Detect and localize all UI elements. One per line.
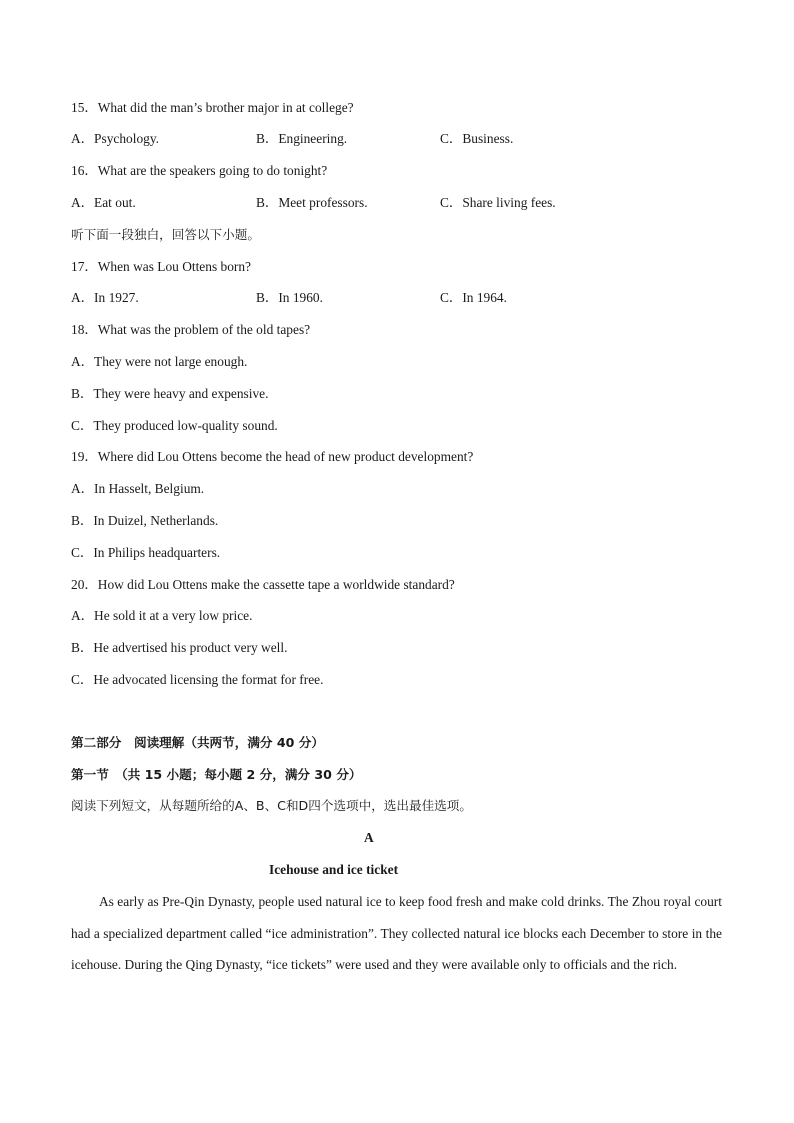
- question-20-option-a: A．He sold it at a very low price.: [71, 608, 253, 623]
- question-16-option-c: C．Share living fees.: [440, 195, 556, 210]
- question-15-stem: 15．What did the man’s brother major in at college?: [71, 100, 354, 115]
- section-one-heading: 第一节 （共 15 小题；每小题 2 分，满分 30 分）: [71, 767, 362, 782]
- question-19-stem: 19．Where did Lou Ottens become the head of new product development?: [71, 449, 474, 464]
- question-19-option-c: C．In Philips headquarters.: [71, 545, 221, 560]
- question-20-stem: 20．How did Lou Ottens make the cassette tape a worldwide standard?: [71, 577, 455, 592]
- question-20-option-b: B．He advertised his product very well.: [71, 640, 288, 655]
- question-18-stem: 18．What was the problem of the old tapes?: [71, 322, 311, 337]
- question-16-stem: 16．What are the speakers going to do tonight?: [71, 163, 328, 178]
- question-15-option-b: B．Engineering.: [256, 131, 348, 146]
- question-18-option-c: C．They produced low-quality sound.: [71, 418, 278, 433]
- question-15-option-a: A．Psychology.: [71, 131, 160, 146]
- question-17-stem: 17．When was Lou Ottens born?: [71, 259, 251, 274]
- question-17-option-b: B．In 1960.: [256, 290, 323, 305]
- question-20-option-c: C．He advocated licensing the format for free.: [71, 672, 324, 687]
- question-17-option-a: A．In 1927.: [71, 290, 139, 305]
- reading-instruction: 阅读下列短文，从每题所给的A、B、C和D四个选项中，选出最佳选项。: [71, 798, 472, 813]
- question-16-option-b: B．Meet professors.: [256, 195, 368, 210]
- monologue-instruction: 听下面一段独白，回答以下小题。: [71, 227, 260, 242]
- question-15-option-c: C．Business.: [440, 131, 514, 146]
- question-16-option-a: A．Eat out.: [71, 195, 136, 210]
- part-two-heading: 第二部分 阅读理解（共两节，满分 40 分）: [71, 735, 324, 750]
- question-19-option-b: B．In Duizel, Netherlands.: [71, 513, 219, 528]
- question-17-option-c: C．In 1964.: [440, 290, 507, 305]
- passage-letter: A: [364, 830, 374, 845]
- question-18-option-b: B．They were heavy and expensive.: [71, 386, 269, 401]
- passage-title: Icehouse and ice ticket: [269, 862, 399, 877]
- passage-paragraph: [71, 886, 722, 981]
- passage-text: As early as Pre-Qin Dynasty, people used natural ice to keep food fresh and make cold drinks. The Zhou royal court had a specialized department called “ice administration”. They collected natural ice blocks each December to store in the icehouse. During the Qing Dynasty, “ice tickets” were used and they were available only to officials and the rich.: [71, 894, 722, 973]
- question-19-option-a: A．In Hasselt, Belgium.: [71, 481, 205, 496]
- question-18-option-a: A．They were not large enough.: [71, 354, 248, 369]
